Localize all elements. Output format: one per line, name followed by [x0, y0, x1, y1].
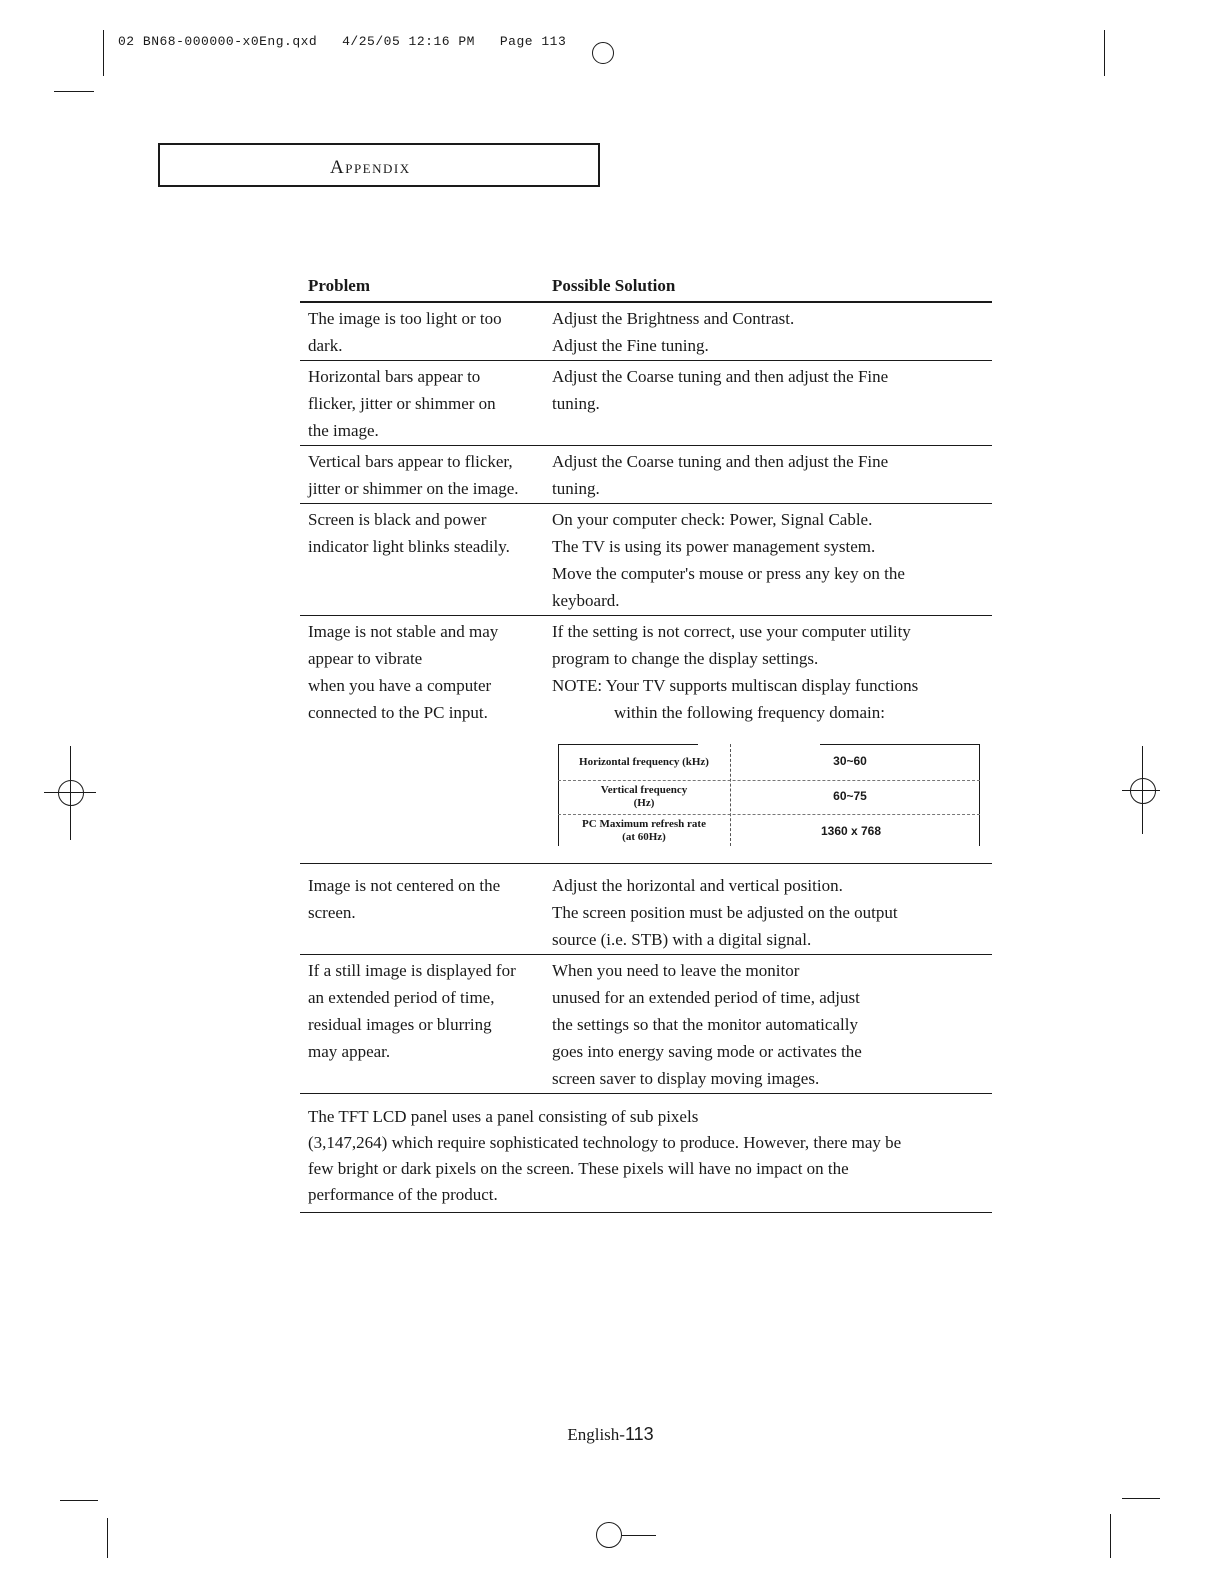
registration-mark-icon — [596, 1522, 622, 1548]
table-row — [300, 446, 992, 504]
crop-mark — [1104, 30, 1105, 76]
solution-cell: Adjust the Coarse tuning and then adjust the Fine tuning. — [552, 452, 889, 498]
page-number-value: 113 — [624, 1424, 654, 1444]
registration-mark-icon — [1130, 778, 1156, 804]
table-row — [300, 504, 992, 616]
freq-value-pc: 1360 x 768 — [820, 824, 882, 838]
crop-mark — [107, 1518, 108, 1558]
freq-label-horizontal: Horizontal frequency (kHz) — [579, 756, 709, 768]
crop-mark — [622, 1535, 656, 1536]
header-solution: Possible Solution — [552, 276, 676, 295]
table-row — [300, 955, 992, 1094]
crop-mark — [1110, 1514, 1111, 1558]
problem-cell: Screen is black and power indicator light blinks steadily. — [308, 510, 510, 556]
solution-cell: On your computer check: Power, Signal Cable. The TV is using its power management system. Move the computer's mouse or press any key on the keyboard. — [552, 510, 905, 610]
table-row — [300, 303, 992, 361]
problem-cell: Image is not stable and may appear to vibrate when you have a computer connected to the PC input. — [308, 622, 499, 722]
solution-cell: Adjust the Coarse tuning and then adjust the Fine tuning. — [552, 367, 889, 413]
troubleshooting-table — [300, 272, 992, 1213]
table-row — [300, 616, 992, 864]
problem-cell: Horizontal bars appear to flicker, jitter or shimmer on the image. — [308, 367, 496, 440]
solution-cell: When you need to leave the monitor unused for an extended period of time, adjust the settings so that the monitor automatically goes into energy saving mode or activates the screen saver to display moving images. — [552, 961, 862, 1088]
freq-label-pc: PC Maximum refresh rate — [582, 818, 706, 830]
problem-cell: If a still image is displayed for an extended period of time, residual images or blurring may appear. — [308, 961, 516, 1061]
registration-mark-icon — [58, 780, 84, 806]
section-title: Appendix — [330, 157, 411, 178]
problem-cell: The image is too light or too dark. — [308, 309, 502, 355]
frequency-table — [558, 744, 980, 846]
solution-cell: Adjust the Brightness and Contrast. Adjust the Fine tuning. — [552, 309, 795, 355]
problem-cell: Image is not centered on the screen. — [308, 876, 501, 922]
solution-cell: If the setting is not correct, use your computer utility program to change the display settings. NOTE: Your TV supports multiscan display functions within the following frequency domain: Horizontal frequency (kHz) 30~60 Vertical frequency (Hz) 60~75 PC Maximum refresh rate (at 60Hz) 1360 x 768 — [550, 618, 992, 862]
page-number-prefix: English- — [567, 1425, 625, 1444]
solution-cell: Adjust the horizontal and vertical position. The screen position must be adjusted on the output source (i.e. STB) with a digital signal. — [552, 876, 898, 949]
crop-mark — [103, 30, 104, 76]
pixel-note: The TFT LCD panel uses a panel consisting of sub pixels (3,147,264) which require sophisticated technology to produce. However, there may be few bright or dark pixels on the screen. These pixels will have no impact on the performance of the product. — [300, 1094, 992, 1213]
freq-label-pc-sub: (at 60Hz) — [622, 831, 666, 843]
registration-mark-icon — [592, 42, 614, 64]
crop-mark — [60, 1500, 98, 1501]
table-header — [300, 272, 992, 303]
freq-value-horizontal: 30~60 — [833, 754, 867, 768]
table-row — [300, 361, 992, 446]
crop-mark — [1122, 1498, 1160, 1499]
header-problem: Problem — [308, 276, 371, 295]
section-header — [158, 143, 600, 187]
page-number — [0, 1424, 1221, 1445]
freq-label-vertical: Vertical frequency — [600, 784, 688, 796]
freq-value-vertical: 60~75 — [833, 789, 867, 803]
crop-mark — [54, 91, 94, 92]
table-row — [300, 864, 992, 955]
problem-cell: Vertical bars appear to flicker, jitter or shimmer on the image. — [308, 452, 519, 498]
freq-label-vertical-unit: (Hz) — [633, 797, 655, 809]
print-slug: 02 BN68-000000-x0Eng.qxd 4/25/05 12:16 PM Page 113 — [118, 34, 567, 49]
